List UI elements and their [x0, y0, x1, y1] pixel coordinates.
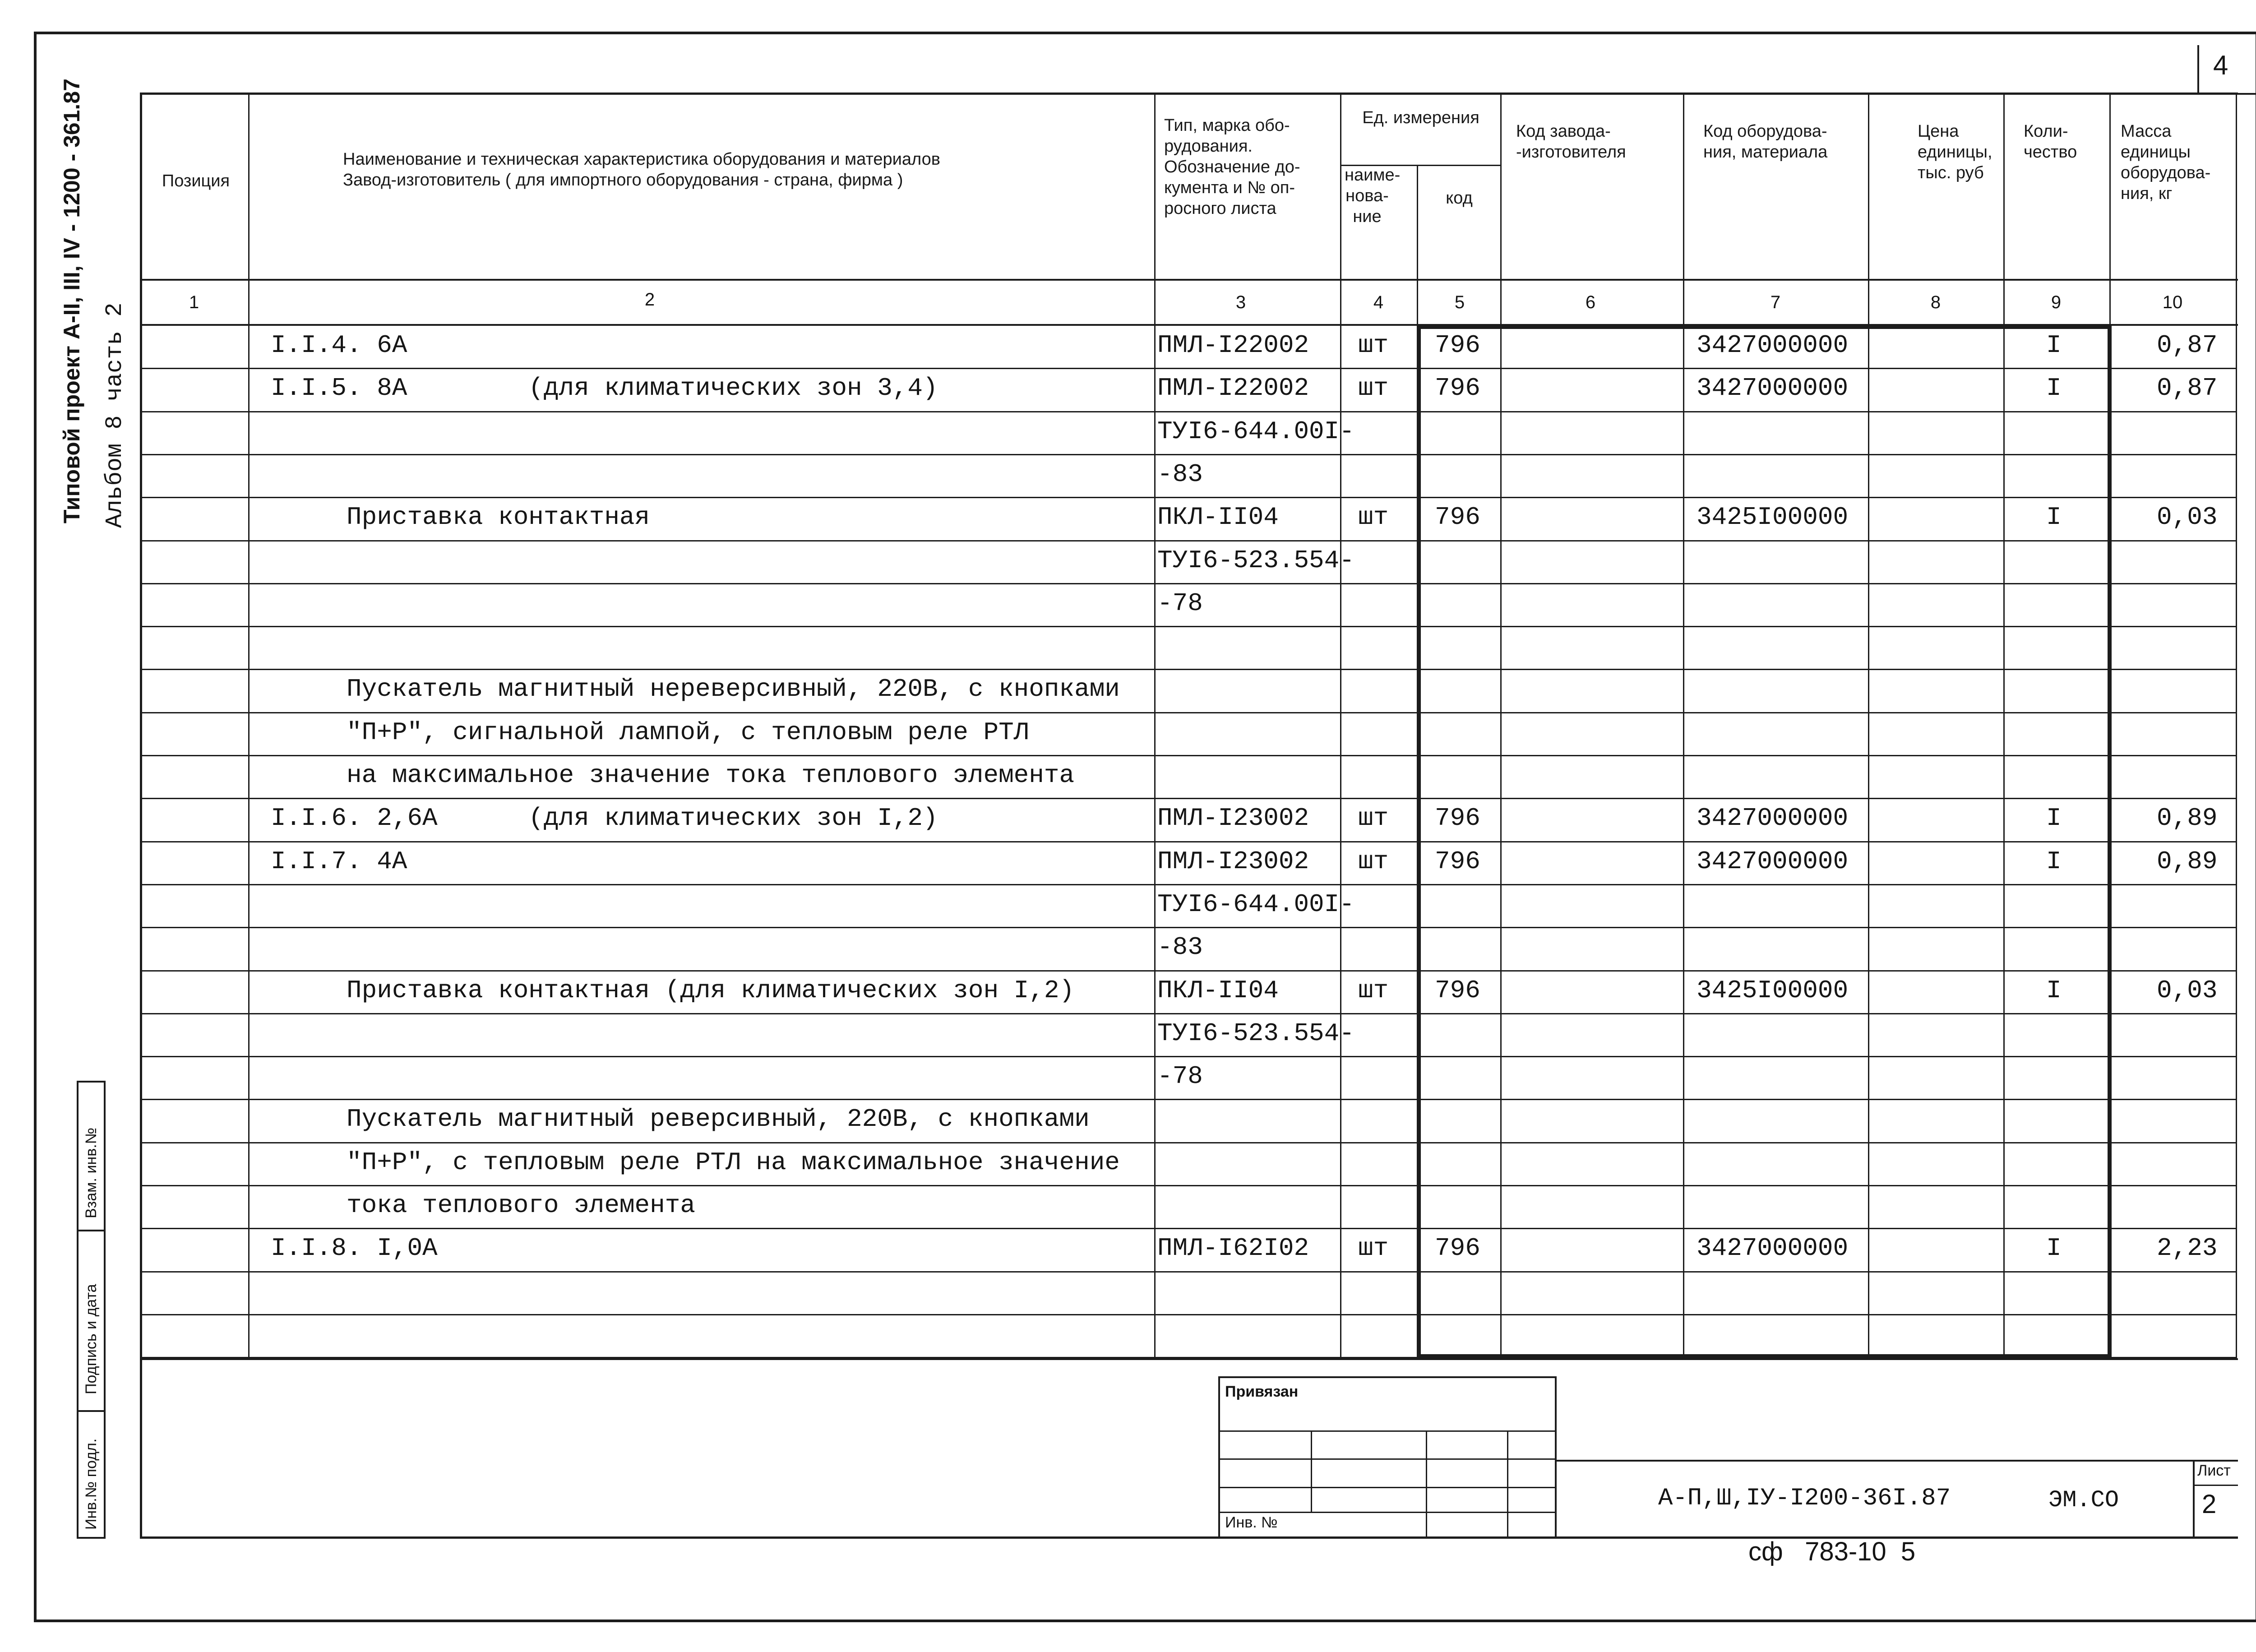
col-num-4: 4: [1373, 292, 1384, 312]
frame-left: [34, 32, 37, 1622]
cell-type: ТУI6-523.554-: [1157, 1019, 1355, 1048]
col-num-10: 10: [2162, 292, 2183, 312]
row-divider: [142, 497, 2236, 498]
cell-mass: 0,87: [2157, 331, 2218, 360]
header-unit-code: код: [1446, 189, 1473, 208]
header-price: Цена единицы, тыс. руб: [1918, 122, 1992, 182]
cell-name: на максимальное значение тока теплового элемента: [271, 761, 1075, 790]
footer-note: сф 783-10 5: [1748, 1537, 1916, 1566]
list-label: Лист: [2197, 1462, 2231, 1479]
cell-type: ТУI6-644.00I-: [1157, 417, 1355, 446]
header-plant-code: Код завода- -изготовителя: [1516, 122, 1626, 162]
cell-name: Приставка контактная: [271, 503, 650, 532]
row-divider: [142, 884, 2236, 885]
col-num-8: 8: [1930, 292, 1941, 312]
cell-name: I.I.8. I,0А: [271, 1234, 438, 1263]
vertical-title: Типовой проект А-II, III, IV - 1200 - 361.87: [59, 79, 84, 523]
row-divider: [142, 841, 2236, 842]
row-divider: [142, 454, 2236, 455]
header-unit-name: наиме-нова-ние: [1345, 166, 1401, 226]
col-num-9: 9: [2051, 292, 2062, 312]
col-num-1: 1: [189, 292, 199, 312]
cell-code: 3425I00000: [1697, 503, 1849, 532]
row-divider: [142, 626, 2236, 627]
cell-ucode: 796: [1435, 503, 1480, 532]
cell-type: ПКЛ-II04: [1157, 503, 1279, 532]
list-number: 2: [2202, 1490, 2217, 1519]
col-num-7: 7: [1770, 292, 1781, 312]
row-divider: [142, 583, 2236, 584]
row-divider: [142, 798, 2236, 799]
cell-name: Пускатель магнитный нереверсивный, 220В, с кнопками: [271, 675, 1120, 703]
cell-qty: I: [2046, 374, 2062, 403]
row-divider: [142, 712, 2236, 713]
stamp-label-inv: Инв.№ подл.: [83, 1438, 100, 1530]
header-type: Тип, марка обо-рудования. Обозначение до-кумента и № оп-росного листа: [1164, 116, 1300, 218]
cell-qty: I: [2046, 976, 2062, 1005]
stamp-label-vzam: Взам. инв.№: [83, 1127, 100, 1218]
cell-code: 3427000000: [1697, 847, 1849, 876]
cell-unit: шт: [1358, 847, 1389, 876]
cell-qty: I: [2046, 331, 2062, 360]
cell-ucode: 796: [1435, 1234, 1480, 1263]
row-divider: [142, 1013, 2236, 1014]
stamp-label-signature: Подпись и дата: [83, 1284, 100, 1394]
cell-type: ПМЛ-I22002: [1157, 374, 1309, 403]
corner-page-number: 4: [2213, 50, 2228, 80]
cell-mass: 0,89: [2157, 847, 2218, 876]
cell-unit: шт: [1358, 1234, 1389, 1263]
cell-ucode: 796: [1435, 804, 1480, 833]
header-quantity: Коли-чество: [2024, 122, 2077, 162]
cell-qty: I: [2046, 847, 2062, 876]
cell-type: -83: [1157, 933, 1203, 962]
header-position: Позиция: [162, 171, 230, 190]
row-divider: [142, 411, 2236, 412]
header-unit-group: Ед. измерения: [1362, 108, 1479, 127]
row-divider: [142, 1271, 2236, 1273]
document-designation: А-П,Ш,IУ-I200-36I.87: [1658, 1485, 1951, 1512]
row-divider: [142, 1357, 2236, 1358]
cell-ucode: 796: [1435, 976, 1480, 1005]
cell-qty: I: [2046, 1234, 2062, 1263]
document-code: ЭМ.СО: [2048, 1487, 2119, 1513]
header-mass: Масса единицы оборудова-ния, кг: [2121, 122, 2211, 203]
cell-type: -83: [1157, 460, 1203, 489]
cell-ucode: 796: [1435, 847, 1480, 876]
row-divider: [142, 669, 2236, 670]
cell-name: "П+Р", с тепловым реле РТЛ на максимальное значение: [271, 1148, 1120, 1177]
cell-mass: 0,03: [2157, 976, 2218, 1005]
cell-type: -78: [1157, 589, 1203, 618]
cell-unit: шт: [1358, 331, 1389, 360]
corner-box-left: [2197, 45, 2199, 95]
cell-type: ПМЛ-I22002: [1157, 331, 1309, 360]
cell-unit: шт: [1358, 374, 1389, 403]
row-divider: [142, 970, 2236, 972]
cell-mass: 0,03: [2157, 503, 2218, 532]
cell-type: ТУI6-644.00I-: [1157, 890, 1355, 919]
cell-code: 3425I00000: [1697, 976, 1849, 1005]
cell-qty: I: [2046, 503, 2062, 532]
cell-code: 3427000000: [1697, 804, 1849, 833]
cell-type: ТУI6-523.554-: [1157, 546, 1355, 575]
inv-number-label: Инв. №: [1225, 1514, 1278, 1531]
col-num-6: 6: [1585, 292, 1596, 312]
cell-name: I.I.4. 6А: [271, 331, 407, 360]
col-num-2: 2: [644, 290, 655, 310]
header-name-line2: Завод-изготовитель ( для импортного оборудования - страна, фирма ): [343, 171, 903, 190]
cell-name: Пускатель магнитный реверсивный, 220В, с кнопками: [271, 1105, 1090, 1134]
cell-unit: шт: [1358, 804, 1389, 833]
cell-code: 3427000000: [1697, 331, 1849, 360]
cell-ucode: 796: [1435, 374, 1480, 403]
cell-name: "П+Р", сигнальной лампой, с тепловым реле РТЛ: [271, 718, 1029, 747]
cell-name: I.I.6. 2,6А (для климатических зон I,2): [271, 804, 938, 833]
row-divider: [142, 927, 2236, 928]
cell-ucode: 796: [1435, 331, 1480, 360]
cell-name: Приставка контактная (для климатических зон I,2): [271, 976, 1075, 1005]
cell-name: I.I.5. 8А (для климатических зон 3,4): [271, 374, 938, 403]
row-divider: [142, 1056, 2236, 1057]
cell-unit: шт: [1358, 976, 1389, 1005]
row-divider: [142, 755, 2236, 756]
cell-type: ПМЛ-I23002: [1157, 804, 1309, 833]
cell-mass: 2,23: [2157, 1234, 2218, 1263]
frame-top: [34, 32, 2256, 34]
cell-mass: 0,89: [2157, 804, 2218, 833]
row-divider: [142, 368, 2236, 369]
row-divider: [142, 1099, 2236, 1100]
cell-name: тока теплового элемента: [271, 1191, 695, 1220]
cell-unit: шт: [1358, 503, 1389, 532]
col-num-5: 5: [1454, 292, 1465, 312]
cell-type: ПМЛ-I23002: [1157, 847, 1309, 876]
cell-name: I.I.7. 4А: [271, 847, 407, 876]
cell-type: -78: [1157, 1062, 1203, 1091]
row-divider: [142, 1185, 2236, 1186]
cell-code: 3427000000: [1697, 1234, 1849, 1263]
row-divider: [142, 540, 2236, 541]
cell-qty: I: [2046, 804, 2062, 833]
row-divider: [142, 1314, 2236, 1315]
cell-type: ПКЛ-II04: [1157, 976, 1279, 1005]
frame-bottom: [34, 1620, 2256, 1622]
cell-mass: 0,87: [2157, 374, 2218, 403]
row-divider: [142, 1142, 2236, 1143]
header-name-line1: Наименование и техническая характеристика оборудования и материалов: [343, 150, 940, 169]
col-num-3: 3: [1235, 292, 1246, 312]
cell-code: 3427000000: [1697, 374, 1849, 403]
header-equipment-code: Код оборудова-ния, материала: [1703, 122, 1828, 162]
privyazan-label: Привязан: [1225, 1383, 1299, 1400]
vertical-subtitle: Альбом 8 часть 2: [102, 302, 128, 528]
cell-type: ПМЛ-I62I02: [1157, 1234, 1309, 1263]
row-divider: [142, 1228, 2236, 1229]
